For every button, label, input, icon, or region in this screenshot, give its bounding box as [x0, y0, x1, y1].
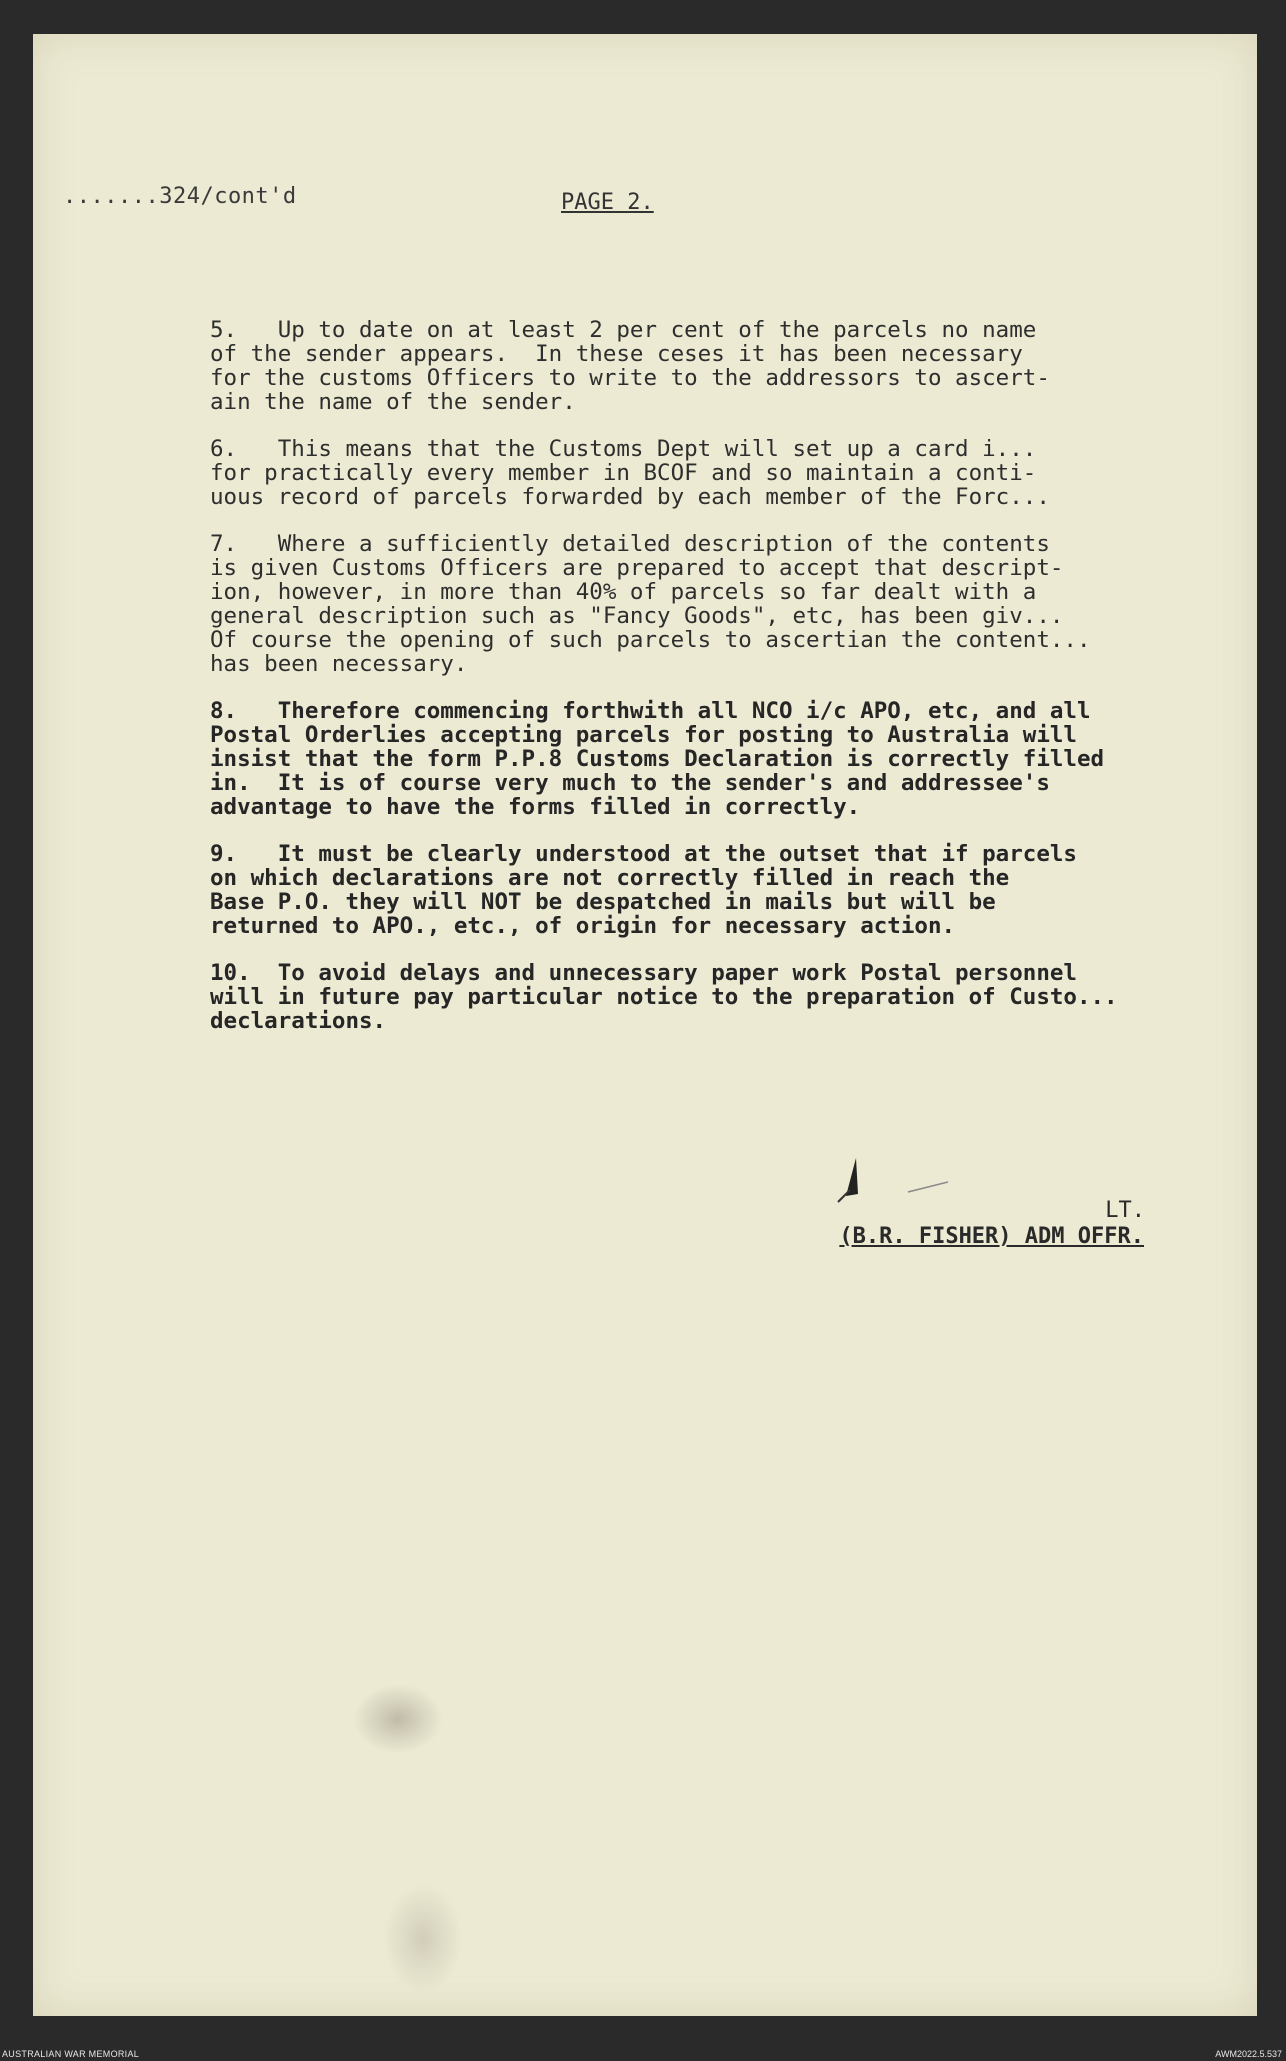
ink-smudge	[383, 1884, 463, 1994]
signature-rank: LT.	[1105, 1198, 1145, 1223]
paragraph-8: 8. Therefore commencing forthwith all NCO i/c APO, etc, and all Postal Orderlies accepting parcels for posting to Australia will insist that the form P.P.8 Customs Declaration is correctly filled in. It is of course very much to the sender's and addressee's advantage to have the forms filled in correctly.	[210, 698, 1105, 820]
ink-smudge	[353, 1684, 443, 1754]
signature-name: (B.R. FISHER) ADM OFFR.	[839, 1224, 1144, 1249]
archive-id: AWM2022.5.537	[1215, 2049, 1282, 2059]
document-body	[210, 318, 1200, 1033]
paragraph-6: 6. This means that the Customs Dept will set up a card i... for practically every member in BCOF and so maintain a conti- uous record of parcels forwarded by each member of the Forc...	[210, 436, 1050, 510]
paragraph-7: 7. Where a sufficiently detailed description of the contents is given Customs Officers are prepared to accept that descript- ion, however, in more than 40% of parcels so far dealt with a general description such as "Fancy Goods", etc, has been giv... Of course the opening of such parcels to ascertian the content... has been necessary.	[210, 531, 1091, 677]
reference-number: .......324/cont'd	[63, 184, 297, 209]
document-page	[33, 34, 1257, 2016]
page-title: PAGE 2.	[561, 190, 654, 215]
paragraph-5: 5. Up to date on at least 2 per cent of the parcels no name of the sender appears. In these ceses it has been necessary for the customs Officers to write to the addressors to ascert- ain the name of the sender.	[210, 317, 1050, 415]
paragraph-10: 10. To avoid delays and unnecessary paper work Postal personnel will in future pay particular notice to the preparation of Custo... declarations.	[210, 960, 1118, 1034]
handwritten-signature-mark	[798, 1154, 948, 1234]
archive-credit: AUSTRALIAN WAR MEMORIAL	[2, 2049, 140, 2059]
paragraph-9: 9. It must be clearly understood at the outset that if parcels on which declarations are not correctly filled in reach the Base P.O. they will NOT be despatched in mails but will be returned to APO., etc., of origin for necessary action.	[210, 841, 1077, 939]
